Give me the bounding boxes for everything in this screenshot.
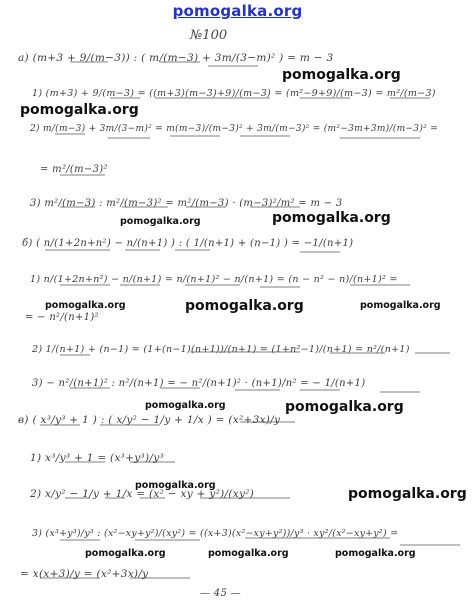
watermark: pomogalka.org (282, 67, 401, 83)
part-c-step-4: = x(x+3)/y = (x²+3x)/y (20, 568, 149, 580)
part-c-step-2: 2) x/y² − 1/y + 1/x = (x² − xy + y²)/(xy²) (30, 488, 255, 500)
part-c-step-1: 1) x³/y³ + 1 = (x³+y³)/y³ (30, 452, 164, 464)
site-header-link[interactable]: pomogalka.org (172, 2, 303, 20)
watermark: pomogalka.org (85, 548, 166, 559)
part-b-step-3: 3) − n²/(n+1)² : n²/(n+1) = − n²/(n+1)² · (n+1)/n² = − 1/(n+1) (32, 378, 366, 389)
part-a-step-1: 1) (m+3) + 9/(m−3) = ((m+3)(m−3)+9)/(m−3) = (m²−9+9)/(m−3) = m²/(m−3) (32, 88, 436, 99)
page-number-footer: — 45 — (200, 588, 241, 599)
watermark: pomogalka.org (185, 298, 304, 314)
part-a-step-2-result: = m²/(m−3)² (40, 164, 108, 175)
watermark: pomogalka.org (45, 300, 126, 311)
part-a-step-3: 3) m²/(m−3) : m²/(m−3)² = m²/(m−3) · (m−3)²/m² = m − 3 (30, 198, 343, 209)
part-b-step-1: 1) n/(1+2n+n²) − n/(n+1) = n/(n+1)² − n/(n+1) = (n − n² − n)/(n+1)² = (30, 274, 398, 285)
part-b-step-2: 2) 1/(n+1) + (n−1) = (1+(n−1)(n+1))/(n+1) = (1+n²−1)/(n+1) = n²/(n+1) (32, 344, 410, 355)
part-c-step-3: 3) (x³+y³)/y³ : (x²−xy+y²)/(xy²) = ((x+3)(x²−xy+y²))/y³ · xy²/(x²−xy+y²) = (32, 528, 399, 539)
problem-number: №100 (190, 28, 228, 43)
part-b-equation: б) ( n/(1+2n+n²) − n/(n+1) ) : ( 1/(n+1) + (n−1) ) = −1/(n+1) (22, 238, 354, 249)
watermark: pomogalka.org (348, 486, 467, 502)
watermark: pomogalka.org (135, 480, 216, 491)
part-b-step-1-result: = − n²/(n+1)² (25, 312, 99, 323)
watermark: pomogalka.org (285, 399, 404, 415)
watermark: pomogalka.org (208, 548, 289, 559)
part-a-equation: a) (m+3 + 9/(m−3)) : ( m/(m−3) + 3m/(3−m)² ) = m − 3 (18, 52, 334, 64)
watermark: pomogalka.org (335, 548, 416, 559)
watermark: pomogalka.org (145, 400, 226, 411)
part-c-equation: в) ( x³/y³ + 1 ) : ( x/y² − 1/y + 1/x ) = (x²+3x)/y (18, 414, 281, 426)
watermark: pomogalka.org (120, 216, 201, 227)
watermark: pomogalka.org (20, 102, 139, 118)
watermark: pomogalka.org (360, 300, 441, 311)
part-a-step-2: 2) m/(m−3) + 3m/(3−m)² = m(m−3)/(m−3)² + 3m/(m−3)² = (m²−3m+3m)/(m−3)² = (30, 124, 439, 134)
watermark: pomogalka.org (272, 210, 391, 226)
